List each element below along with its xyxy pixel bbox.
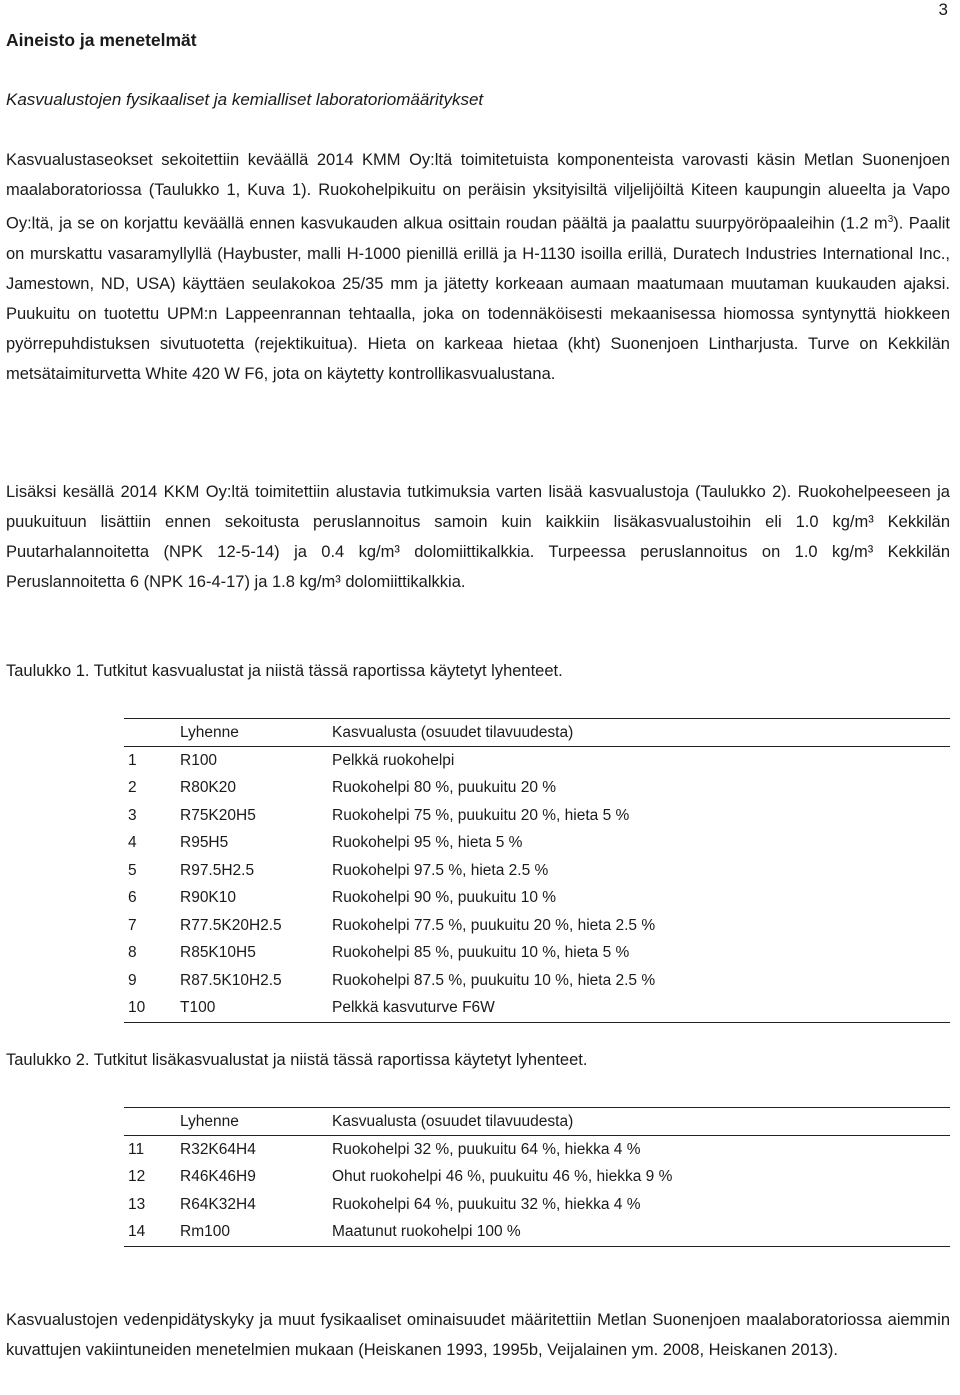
cell-number: 12	[128, 1168, 146, 1186]
paragraph-1	[6, 145, 950, 389]
table-row	[124, 1164, 950, 1192]
table-row	[124, 857, 950, 885]
table-row	[124, 747, 950, 775]
cell-number: 7	[128, 916, 137, 934]
table-row	[124, 802, 950, 830]
cell-substrate: Ruokohelpi 85 %, puukuitu 10 %, hieta 5 %	[332, 944, 630, 962]
cell-abbreviation: R80K20	[180, 779, 237, 797]
cell-abbreviation: R64K32H4	[180, 1195, 256, 1213]
cell-substrate: Ruokohelpi 80 %, puukuitu 20 %	[332, 779, 557, 797]
cell-substrate: Pelkkä ruokohelpi	[332, 751, 455, 769]
table-row	[124, 912, 950, 940]
paragraph-3: Kasvualustojen vedenpidätyskyky ja muut fysikaaliset ominaisuudet määritettiin Metlan Suonenjoen maalaboratoriossa aiemmin kuvattujen vakiintuneiden menetelmien mukaan (Heiskanen 1993, 1995b, Veijalainen ym. 2008, Heiskanen 2013).	[6, 1311, 950, 1359]
table-2-header-row	[124, 1108, 950, 1136]
table-row	[124, 1191, 950, 1219]
cell-substrate: Ruokohelpi 90 %, puukuitu 10 %	[332, 889, 557, 907]
table-row	[124, 885, 950, 913]
table-2-caption: Taulukko 2. Tutkitut lisäkasvualustat ja niistä tässä raportissa käytetyt lyhenteet.	[6, 1051, 588, 1069]
table-2-header-number	[124, 1108, 180, 1136]
cell-substrate: Ruokohelpi 75 %, puukuitu 20 %, hieta 5 %	[332, 806, 630, 824]
table-1-header-row	[124, 719, 950, 747]
table-row	[124, 995, 950, 1023]
table-1-caption: Taulukko 1. Tutkitut kasvualustat ja niistä tässä raportissa käytetyt lyhenteet.	[6, 662, 563, 680]
table-row	[124, 1136, 950, 1164]
table-1-header-number	[124, 719, 180, 747]
cell-abbreviation: R95H5	[180, 834, 229, 852]
cell-abbreviation: R97.5H2.5	[180, 861, 255, 879]
page-number: 3	[938, 0, 948, 19]
cell-abbreviation: R100	[180, 751, 218, 769]
cell-abbreviation: R90K10	[180, 889, 237, 907]
section-heading: Aineisto ja menetelmät	[6, 30, 197, 50]
cell-substrate: Ruokohelpi 97.5 %, hieta 2.5 %	[332, 861, 549, 879]
cell-abbreviation: R46K46H9	[180, 1168, 256, 1186]
cell-number: 4	[128, 834, 137, 852]
cell-number: 5	[128, 861, 137, 879]
paragraph-1-part-1: Kasvualustaseokset sekoitettiin keväällä 2014 KMM Oy:ltä toimitetuista komponenteista varovasti käsin Metlan Suonenjoen maalaboratoriossa (Taulukko 1, Kuva 1). Ruokohelpikuitu on peräisin yksityisiltä viljelijöiltä Kiteen kaupungin alueelta ja Vapo Oy:ltä, ja se on korjattu keväällä ennen kasvukauden alkua osittain roudan päältä ja paalattu suurpyöröpaaleihin (1.2 m	[6, 151, 950, 233]
cell-number: 11	[128, 1140, 145, 1158]
cell-number: 3	[128, 806, 137, 824]
cell-abbreviation: R77.5K20H2.5	[180, 916, 282, 934]
cell-substrate: Ruokohelpi 64 %, puukuitu 32 %, hiekka 4 %	[332, 1195, 641, 1213]
cell-substrate: Ruokohelpi 77.5 %, puukuitu 20 %, hieta 2.5 %	[332, 916, 656, 934]
table-2	[124, 1107, 950, 1247]
table-row	[124, 1219, 950, 1247]
cell-abbreviation: Rm100	[180, 1223, 230, 1241]
superscript-3: 3	[887, 214, 894, 225]
cell-number: 13	[128, 1195, 146, 1213]
table-1	[124, 718, 950, 1023]
cell-substrate: Ohut ruokohelpi 46 %, puukuitu 46 %, hiekka 9 %	[332, 1168, 673, 1186]
paragraph-1-part-2: ). Paalit on murskattu vasaramyllyllä (Haybuster, malli H-1000 pienillä erillä ja H-1130 isoilla erillä, Duratech Industries International Inc., Jamestown, ND, USA) käyttäen seulakokoa 25/35 mm ja jätetty korkeaan aumaan maatumaan muutaman kuukauden ajaksi. Puukuitu on tuotettu UPM:n Lappeenrannan tehtaalla, joka on todennäköisesti mekaanisessa hiomossa syntynyttä hiokkeen pyörrepuhdistuksen sivutuotetta (rejektikuitua). Hieta on karkeaa hietaa (kht) Suonenjoen Lintharjusta. Turve on Kekkilän metsätaimiturvetta White 420 W F6, jota on käytetty kontrollikasvualustana.	[6, 214, 951, 383]
table-2-header-abbreviation: Lyhenne	[180, 1112, 239, 1130]
table-1-header-abbreviation: Lyhenne	[180, 723, 239, 741]
cell-substrate: Ruokohelpi 87.5 %, puukuitu 10 %, hieta 2.5 %	[332, 971, 656, 989]
table-2-header-substrate: Kasvualusta (osuudet tilavuudesta)	[332, 1112, 574, 1130]
cell-number: 1	[128, 751, 137, 769]
table-1-header-substrate: Kasvualusta (osuudet tilavuudesta)	[332, 723, 574, 741]
table-row	[124, 830, 950, 858]
cell-abbreviation: R75K20H5	[180, 806, 256, 824]
cell-abbreviation: T100	[180, 999, 216, 1017]
table-row	[124, 940, 950, 968]
cell-abbreviation: R32K64H4	[180, 1140, 256, 1158]
cell-number: 9	[128, 971, 137, 989]
cell-substrate: Ruokohelpi 95 %, hieta 5 %	[332, 834, 523, 852]
table-row	[124, 775, 950, 803]
cell-abbreviation: R85K10H5	[180, 944, 256, 962]
cell-number: 8	[128, 944, 137, 962]
cell-number: 10	[128, 999, 146, 1017]
cell-number: 14	[128, 1223, 146, 1241]
cell-substrate: Maatunut ruokohelpi 100 %	[332, 1223, 521, 1241]
cell-number: 2	[128, 779, 137, 797]
table-row	[124, 967, 950, 995]
cell-number: 6	[128, 889, 137, 907]
paragraph-2: Lisäksi kesällä 2014 KKM Oy:ltä toimitettiin alustavia tutkimuksia varten lisää kasvualustoja (Taulukko 2). Ruokohelpeeseen ja puukuituun lisättiin ennen sekoitusta peruslannoitus samoin kuin kaikkiin lisäkasvualustoihin eli 1.0 kg/m³ Kekkilän Puutarhalannoitetta (NPK 12-5-14) ja 0.4 kg/m³ dolomiittikalkkia. Turpeessa peruslannoitus on 1.0 kg/m³ Kekkilän Peruslannoitetta 6 (NPK 16-4-17) ja 1.8 kg/m³ dolomiittikalkkia.	[6, 483, 950, 591]
sub-heading: Kasvualustojen fysikaaliset ja kemialliset laboratoriomääritykset	[6, 90, 484, 109]
cell-substrate: Pelkkä kasvuturve F6W	[332, 999, 495, 1017]
cell-abbreviation: R87.5K10H2.5	[180, 971, 282, 989]
cell-substrate: Ruokohelpi 32 %, puukuitu 64 %, hiekka 4 %	[332, 1140, 641, 1158]
